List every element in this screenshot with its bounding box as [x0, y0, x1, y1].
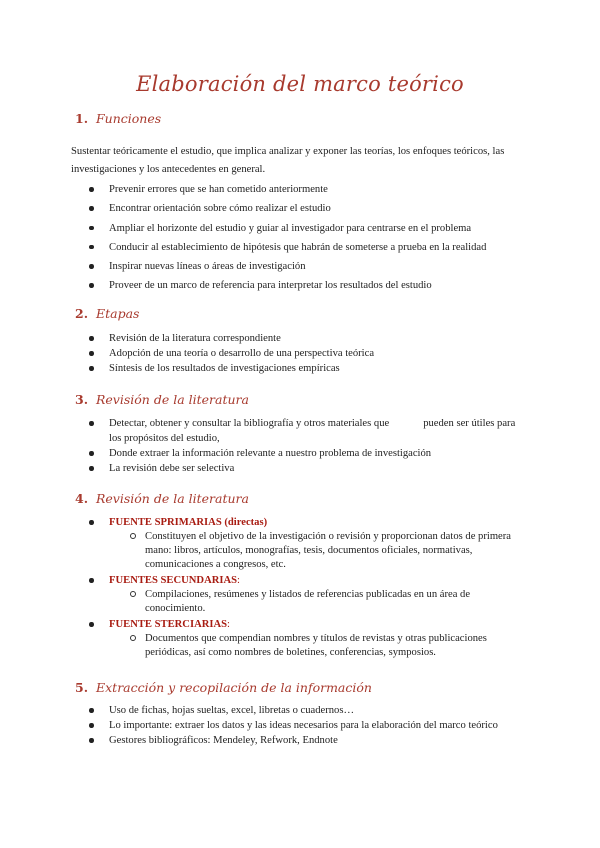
section-3-list [87, 416, 527, 476]
list-item: Uso de fichas, hojas sueltas, excel, libretas o cuadernos… [87, 703, 527, 718]
label-suffix: : [227, 619, 230, 630]
list-item-text-continued: pueden ser útiles para los propósitos del estudio, [109, 418, 516, 444]
sub-list-item: Compilaciones, resúmenes y listados de referencias publicadas en un área de conocimiento. [109, 588, 527, 616]
list-item: Inspirar nuevas líneas o áreas de investigación [87, 257, 527, 276]
section-title: Extracción y recopilación de la información [96, 680, 372, 695]
list-item [87, 617, 527, 660]
section-title: Revisión de la literatura [96, 392, 249, 407]
list-item: Conducir al establecimiento de hipótesis que habrán de someterse a prueba en la realidad [87, 238, 527, 257]
list-item: Proveer de un marco de referencia para interpretar los resultados del estudio [87, 276, 527, 295]
section-5-heading [75, 680, 372, 695]
list-item: La revisión debe ser selectiva [87, 461, 527, 476]
section-title: Revisión de la literatura [96, 491, 249, 506]
section-number: 5. [75, 680, 89, 695]
list-item: Prevenir errores que se han cometido anteriormente [87, 180, 527, 199]
list-item: Gestores bibliográficos: Mendeley, Refwork, Endnote [87, 733, 527, 748]
section-1-intro: Sustentar teóricamente el estudio, que implica analizar y exponer las teorías, los enfoques teóricos, las investigaciones y los antecedentes en general. [71, 146, 505, 175]
section-4-list [87, 515, 527, 661]
section-number: 1. [75, 111, 89, 126]
list-item: Ampliar el horizonte del estudio y guiar al investigador para centrarse en el problema [87, 219, 527, 238]
source-type-label: FUENTE STERCIARIAS [109, 619, 228, 630]
list-item: Encontrar orientación sobre cómo realizar el estudio [87, 199, 527, 218]
section-number: 4. [75, 491, 89, 506]
list-item [87, 573, 527, 616]
list-item [87, 416, 527, 446]
list-item: Síntesis de los resultados de investigaciones empíricas [87, 361, 527, 376]
sub-list-item: Constituyen el objetivo de la investigación o revisión y proporcionan datos de primera mano: libros, artículos, monografías, tesis, documentos oficiales, normativas, comunicaciones a congresos, etc. [109, 530, 527, 572]
list-item: Lo importante: extraer los datos y las ideas necesarios para la elaboración del marco teórico [87, 718, 527, 733]
list-item: Adopción de una teoría o desarrollo de una perspectiva teórica [87, 346, 527, 361]
section-4-heading [75, 491, 249, 506]
section-number: 2. [75, 306, 89, 321]
source-type-label: FUENTE SPRIMARIAS (directas) [109, 517, 268, 528]
section-3-heading [75, 392, 249, 407]
section-1-heading [75, 111, 161, 126]
section-title: Etapas [96, 306, 140, 321]
source-type-label: FUENTES SECUNDARIAS [109, 575, 238, 586]
section-title: Funciones [96, 111, 162, 126]
list-item [87, 515, 527, 572]
label-suffix: : [237, 575, 240, 586]
section-2-list [87, 331, 527, 376]
section-number: 3. [75, 392, 89, 407]
list-item: Revisión de la literatura correspondiente [87, 331, 527, 346]
document-title: Elaboración del marco teórico [136, 72, 464, 96]
section-1-list [87, 180, 527, 296]
sub-list-item: Documentos que compendian nombres y títulos de revistas y otras publicaciones periódicas, así como nombres de boletines, conferencias, symposios. [109, 632, 527, 660]
section-5-list [87, 703, 527, 748]
list-item-text: Detectar, obtener y consultar la bibliografía y otros materiales que [109, 418, 390, 429]
list-item: Donde extraer la información relevante a nuestro problema de investigación [87, 446, 527, 461]
section-2-heading [75, 306, 139, 321]
